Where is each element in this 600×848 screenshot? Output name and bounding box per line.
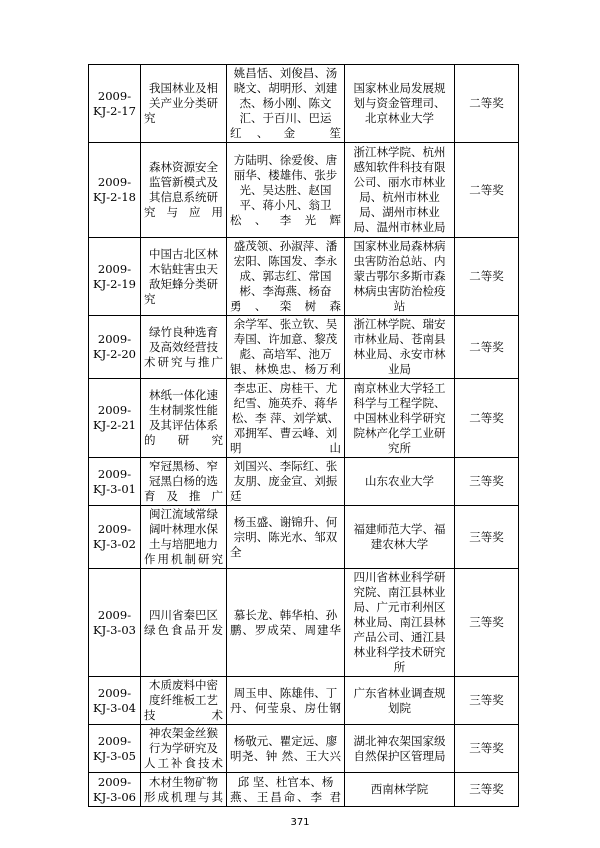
project-people: 余学军、张立钦、吴寿国、许加意、黎茂彪、高培军、池万银、林焕忠、杨万利 <box>227 316 345 379</box>
table-row <box>89 316 519 379</box>
table-row <box>89 65 519 143</box>
project-organization: 广东省林业调查规划院 <box>345 677 455 725</box>
awards-table <box>88 64 519 807</box>
award-grade: 二等奖 <box>455 316 519 379</box>
award-grade: 三等奖 <box>455 677 519 725</box>
project-title: 闽江流域常绿阔叶林理水保土与培肥地力作用机制研究 <box>141 506 227 569</box>
project-title: 森林资源安全监管新模式及其信息系统研究与应用 <box>141 143 227 238</box>
project-title: 我国林业及相关产业分类研究 <box>141 65 227 143</box>
table-row <box>89 569 519 677</box>
project-id: 2009-KJ-3-01 <box>89 458 141 506</box>
project-title: 神农架金丝猴行为学研究及人工补食技术 <box>141 725 227 773</box>
project-title: 中国古北区林木钻蛀害虫天敌矩蜂分类研究 <box>141 238 227 316</box>
project-organization: 浙江林学院、杭州感知软件科技有限公司、丽水市林业局、杭州市林业局、湖州市林业局、温州市林业局 <box>345 143 455 238</box>
table-row <box>89 677 519 725</box>
award-grade: 三等奖 <box>455 569 519 677</box>
project-organization: 西南林学院 <box>345 773 455 807</box>
award-grade: 三等奖 <box>455 725 519 773</box>
project-people: 邱 坚、杜官本、杨燕、王昌命、李 君 <box>227 773 345 807</box>
project-organization: 国家林业局发展规划与资金管理司、北京林业大学 <box>345 65 455 143</box>
project-organization: 福建师范大学、福建农林大学 <box>345 506 455 569</box>
table-row <box>89 458 519 506</box>
award-grade: 二等奖 <box>455 65 519 143</box>
project-title: 木材生物矿物形成机理与其 <box>141 773 227 807</box>
project-id: 2009-KJ-3-04 <box>89 677 141 725</box>
table-row <box>89 143 519 238</box>
award-grade: 二等奖 <box>455 143 519 238</box>
project-people: 刘国兴、李际红、张友朋、庞金宣、刘振廷 <box>227 458 345 506</box>
project-id: 2009-KJ-3-03 <box>89 569 141 677</box>
table-row <box>89 773 519 807</box>
project-id: 2009-KJ-3-05 <box>89 725 141 773</box>
project-id: 2009-KJ-2-20 <box>89 316 141 379</box>
award-grade: 三等奖 <box>455 773 519 807</box>
project-people: 慕长龙、韩华柏、孙鹏、罗成荣、周建华 <box>227 569 345 677</box>
project-id: 2009-KJ-2-21 <box>89 379 141 458</box>
table-row <box>89 238 519 316</box>
table-row <box>89 506 519 569</box>
table-row <box>89 379 519 458</box>
project-organization: 湖北神农架国家级自然保护区管理局 <box>345 725 455 773</box>
project-organization: 国家林业局森林病虫害防治总站、内蒙古鄂尔多斯市森林病虫害防治检疫站 <box>345 238 455 316</box>
project-organization: 浙江林学院、瑞安市林业局、苍南县林业局、永安市林业局 <box>345 316 455 379</box>
project-organization: 山东农业大学 <box>345 458 455 506</box>
project-organization: 南京林业大学轻工科学与工程学院、中国林业科学研究院林产化学工业研究所 <box>345 379 455 458</box>
project-title: 木质废料中密度纤维板工艺技术 <box>141 677 227 725</box>
project-people: 杨敬元、瞿定远、廖明尧、钟 然、王大兴 <box>227 725 345 773</box>
project-people: 李忠正、房桂干、尤纪雪、施英乔、蒋华松、李 萍、刘学斌、邓拥军、曹云峰、刘明山 <box>227 379 345 458</box>
project-people: 杨玉盛、谢锦升、何宗明、陈光水、邹双全 <box>227 506 345 569</box>
project-id: 2009-KJ-2-19 <box>89 238 141 316</box>
page-number: 371 <box>290 817 310 828</box>
table-row <box>89 725 519 773</box>
project-id: 2009-KJ-3-02 <box>89 506 141 569</box>
project-title: 窄冠黑杨、窄冠黑白杨的选育及推广 <box>141 458 227 506</box>
project-people: 盛茂领、孙淑萍、潘宏阳、陈国发、李永成、郭志红、常国彬、李海燕、杨奋勇、栾树森 <box>227 238 345 316</box>
project-title: 林纸一体化速生材制浆性能及其评估体系的研究 <box>141 379 227 458</box>
award-grade: 二等奖 <box>455 238 519 316</box>
project-title: 四川省秦巴区绿色食品开发 <box>141 569 227 677</box>
award-grade: 三等奖 <box>455 506 519 569</box>
award-grade: 三等奖 <box>455 458 519 506</box>
project-title: 绿竹良种选育及高效经营技术研究与推广 <box>141 316 227 379</box>
project-people: 周玉申、陈雄伟、丁丹、何莹泉、房仕钢 <box>227 677 345 725</box>
project-id: 2009-KJ-2-18 <box>89 143 141 238</box>
project-organization: 四川省林业科学研究院、南江县林业局、广元市利州区林业局、南江县林产品公司、通江县林业科学技术研究所 <box>345 569 455 677</box>
project-people: 姚昌恬、刘俊昌、汤晓文、胡明形、刘建杰、杨小刚、陈文汇、于百川、巴运红、金 笙 <box>227 65 345 143</box>
project-id: 2009-KJ-2-17 <box>89 65 141 143</box>
project-id: 2009-KJ-3-06 <box>89 773 141 807</box>
award-grade: 二等奖 <box>455 379 519 458</box>
project-people: 方陆明、徐爱俊、唐丽华、楼雄伟、张步光、吴达胜、赵国平、蒋小凡、翁卫松、李光辉 <box>227 143 345 238</box>
